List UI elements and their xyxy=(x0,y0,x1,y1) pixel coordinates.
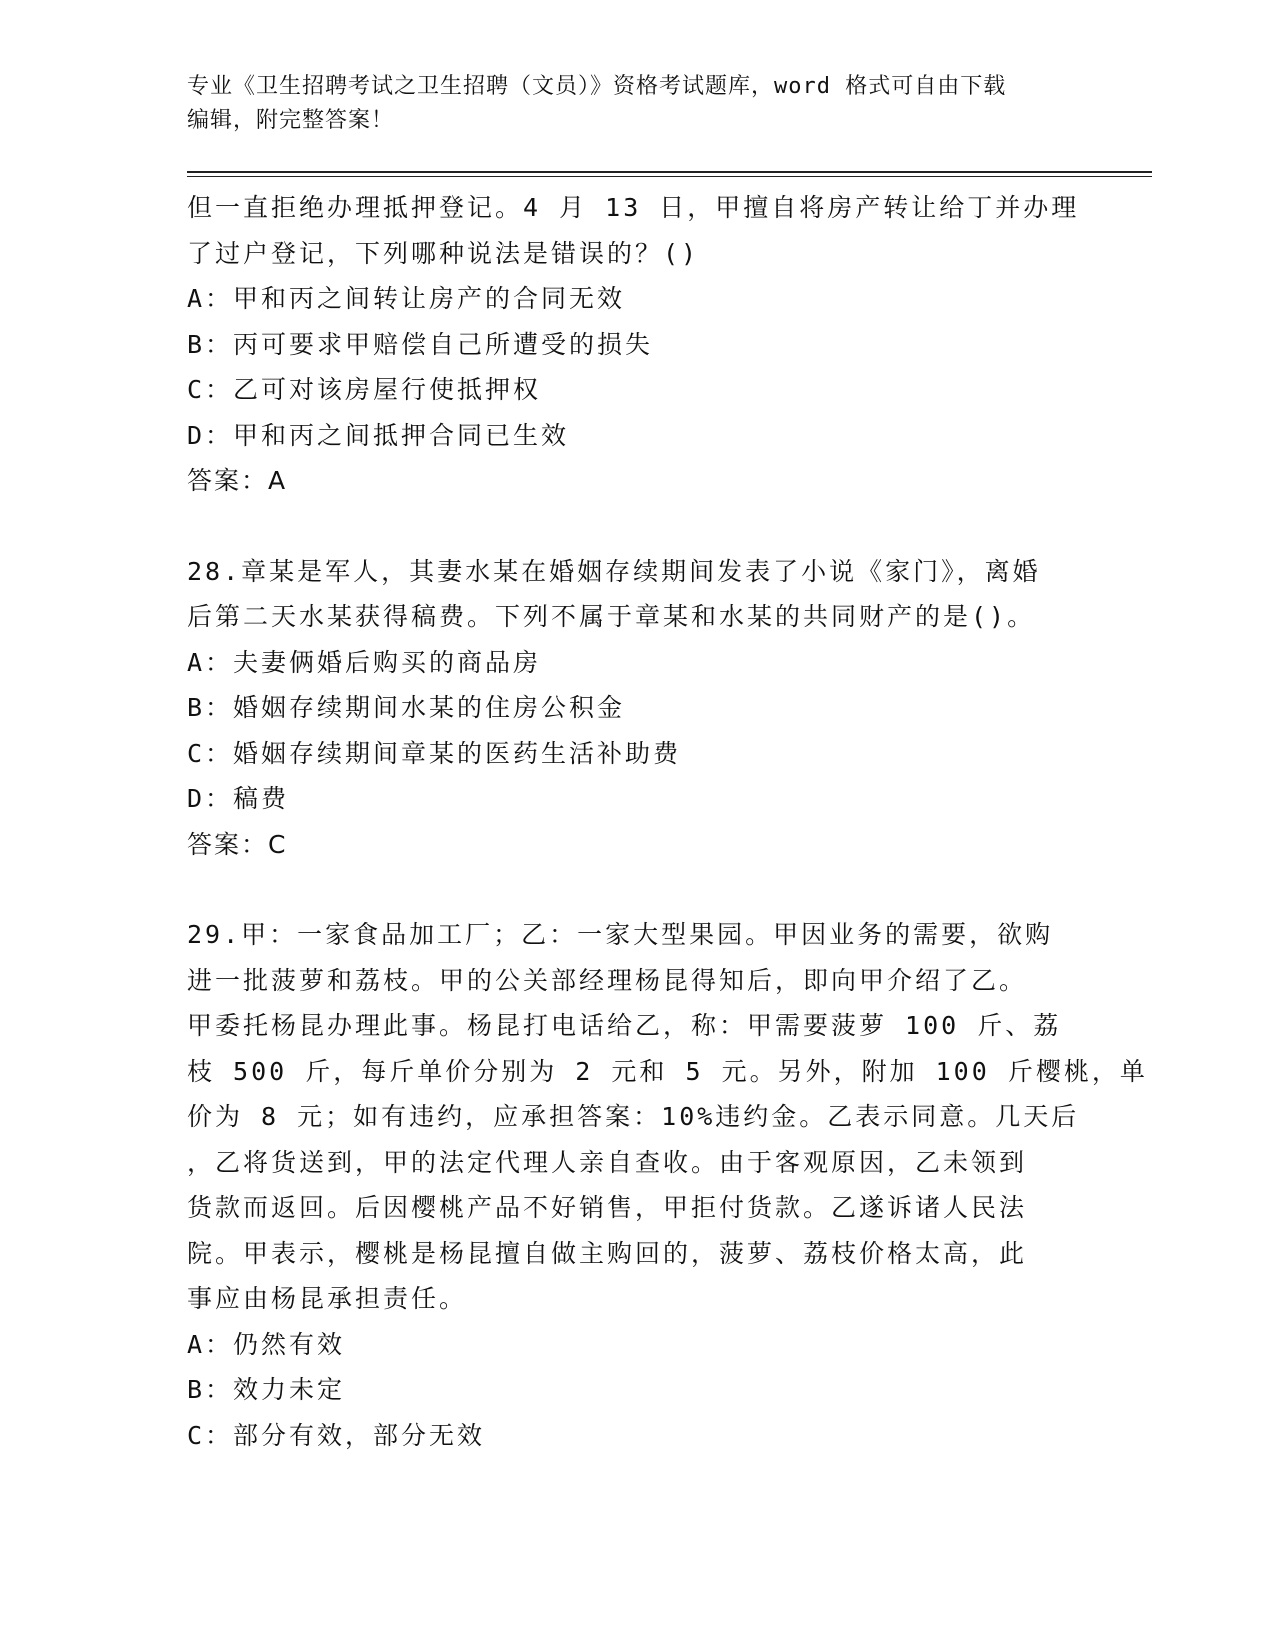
question-text-line: 事应由杨昆承担责任。 xyxy=(187,1284,468,1313)
option-b: B：丙可要求甲赔偿自己所遭受的损失 xyxy=(187,329,654,359)
option-c: C：乙可对该房屋行使抵押权 xyxy=(187,375,542,404)
question-text-line: 进一批菠萝和荔枝。甲的公关部经理杨昆得知后，即向甲介绍了乙。 xyxy=(187,965,1028,995)
option-a: A：仍然有效 xyxy=(187,1329,346,1359)
document-header xyxy=(187,70,1087,138)
header-line-2: 编辑，附完整答案！ xyxy=(187,108,395,133)
option-b: B：婚姻存续期间水某的住房公积金 xyxy=(187,693,626,722)
option-a: A：夫妻俩婚后购买的商品房 xyxy=(187,647,542,677)
answer-line: 答案：C xyxy=(187,829,288,859)
question-text-line: 29.甲：一家食品加工厂；乙：一家大型果园。甲因业务的需要，欲购 xyxy=(187,920,1054,949)
option-c: C：婚姻存续期间章某的医药生活补助费 xyxy=(187,738,682,768)
question-text-line: ，乙将货送到，甲的法定代理人亲自查收。由于客观原因，乙未领到 xyxy=(187,1147,1028,1177)
option-a: A：甲和丙之间转让房产的合同无效 xyxy=(187,284,626,313)
option-d: D：甲和丙之间抵押合同已生效 xyxy=(187,420,570,450)
question-28-block xyxy=(187,549,1087,868)
question-text-line: 28.章某是军人，其妻水某在婚姻存续期间发表了小说《家门》，离婚 xyxy=(187,556,1041,586)
option-b: B：效力未定 xyxy=(187,1375,346,1404)
question-text-line: 后第二天水某获得稿费。下列不属于章某和水某的共同财产的是()。 xyxy=(187,602,1036,631)
question-text-line: 院。甲表示，樱桃是杨昆擅自做主购回的，菠萝、荔枝价格太高，此 xyxy=(187,1238,1028,1268)
option-c: C：部分有效，部分无效 xyxy=(187,1420,486,1450)
question-text-line: 但一直拒绝办理抵押登记。4 月 13 日，甲擅自将房产转让给丁并办理 xyxy=(187,193,1080,222)
document-page xyxy=(187,70,1148,1458)
header-line-1: 专业《卫生招聘考试之卫生招聘（文员）》资格考试题库，word 格式可自由下载 xyxy=(187,74,1007,99)
question-27-block xyxy=(187,185,1087,504)
question-text-line: 价为 8 元；如有违约，应承担答案：10%违约金。乙表示同意。几天后 xyxy=(187,1102,1080,1131)
header-divider xyxy=(187,171,1152,177)
question-text-line: 枝 500 斤，每斤单价分别为 2 元和 5 元。另外，附加 100 斤樱桃，单 xyxy=(187,1056,1148,1086)
answer-line: 答案：A xyxy=(187,466,288,495)
question-text-line: 了过户登记，下列哪种说法是错误的？() xyxy=(187,238,700,268)
question-content xyxy=(187,185,1148,1458)
question-29-block xyxy=(187,912,1148,1458)
question-text-line: 甲委托杨昆办理此事。杨昆打电话给乙，称：甲需要菠萝 100 斤、荔 xyxy=(187,1011,1062,1040)
option-d: D：稿费 xyxy=(187,784,290,813)
question-text-line: 货款而返回。后因樱桃产品不好销售，甲拒付货款。乙遂诉诸人民法 xyxy=(187,1193,1028,1222)
